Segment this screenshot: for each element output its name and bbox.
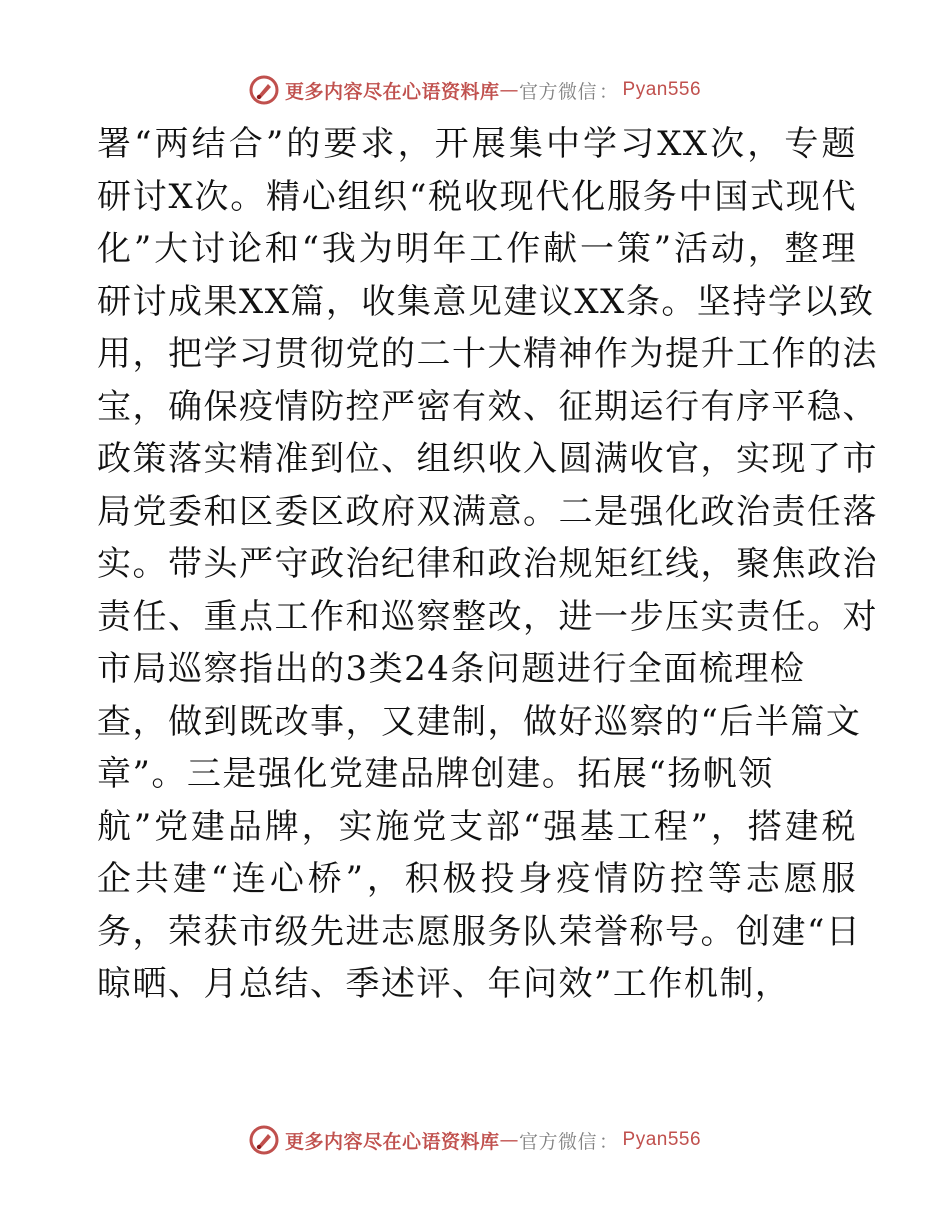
text-line: 研讨成果XX篇，收集意见建议XX条。坚持学以致 [97,281,875,322]
text-line: 实。带头严守政治纪律和政治规矩红线，聚焦政治 [97,544,878,584]
pen-nib-logo-icon [249,1125,279,1155]
text-line: 用，把学习贯彻党的二十大精神作为提升工作的法 [97,334,878,374]
watermark-separator: ： [599,1130,619,1153]
text-line: 宝，确保疫情防控严密有效、征期运行有序平稳、 [97,386,878,427]
watermark-wechat-id: Pyan556 [622,79,702,100]
watermark-dash: — [499,79,519,101]
footer-watermark [0,1120,950,1160]
text-line: 务，荣获市级先进志愿服务队荣誉称号。创建“日 [97,911,862,952]
text-line: 责任、重点工作和巡察整改，进一步压实责任。对 [97,596,878,637]
text-line: 章”。三是强化党建品牌创建。拓展“扬帆领 [97,754,774,794]
watermark-label: 官方微信 [518,80,597,103]
watermark-label: 官方微信 [518,1130,597,1153]
text-line: 研讨X次。精心组织“税收现代化服务中国式现代 [97,176,857,217]
text-line: 航”党建品牌，实施党支部“强基工程”，搭建税 [97,806,857,847]
watermark-site-text: 更多内容尽在心语资料库 [284,1130,500,1153]
text-line: 企共建“连心桥”，积极投身疫情防控等志愿服 [97,859,857,899]
text-line: 晾晒、月总结、季述评、年问效”工作机制， [97,964,791,1004]
text-line: 查，做到既改事，又建制，做好巡察的“后半篇文 [97,701,862,742]
watermark-dash: — [499,1129,519,1151]
watermark-site-text: 更多内容尽在心语资料库 [284,80,500,103]
watermark-separator: ： [599,80,619,103]
document-body [97,118,878,1011]
watermark-wechat-id: Pyan556 [622,1129,702,1150]
text-line: 局党委和区委区政府双满意。二是强化政治责任落 [97,491,878,532]
text-line: 市局巡察指出的3类24条问题进行全面梳理检 [97,649,806,689]
text-line: 署“两结合”的要求，开展集中学习XX次，专题 [97,124,857,164]
text-line: 化”大讨论和“我为明年工作献一策”活动，整理 [97,229,857,269]
text-line: 政策落实精准到位、组织收入圆满收官，实现了市 [97,439,878,479]
header-watermark [0,70,950,110]
pen-nib-logo-icon [249,75,279,105]
